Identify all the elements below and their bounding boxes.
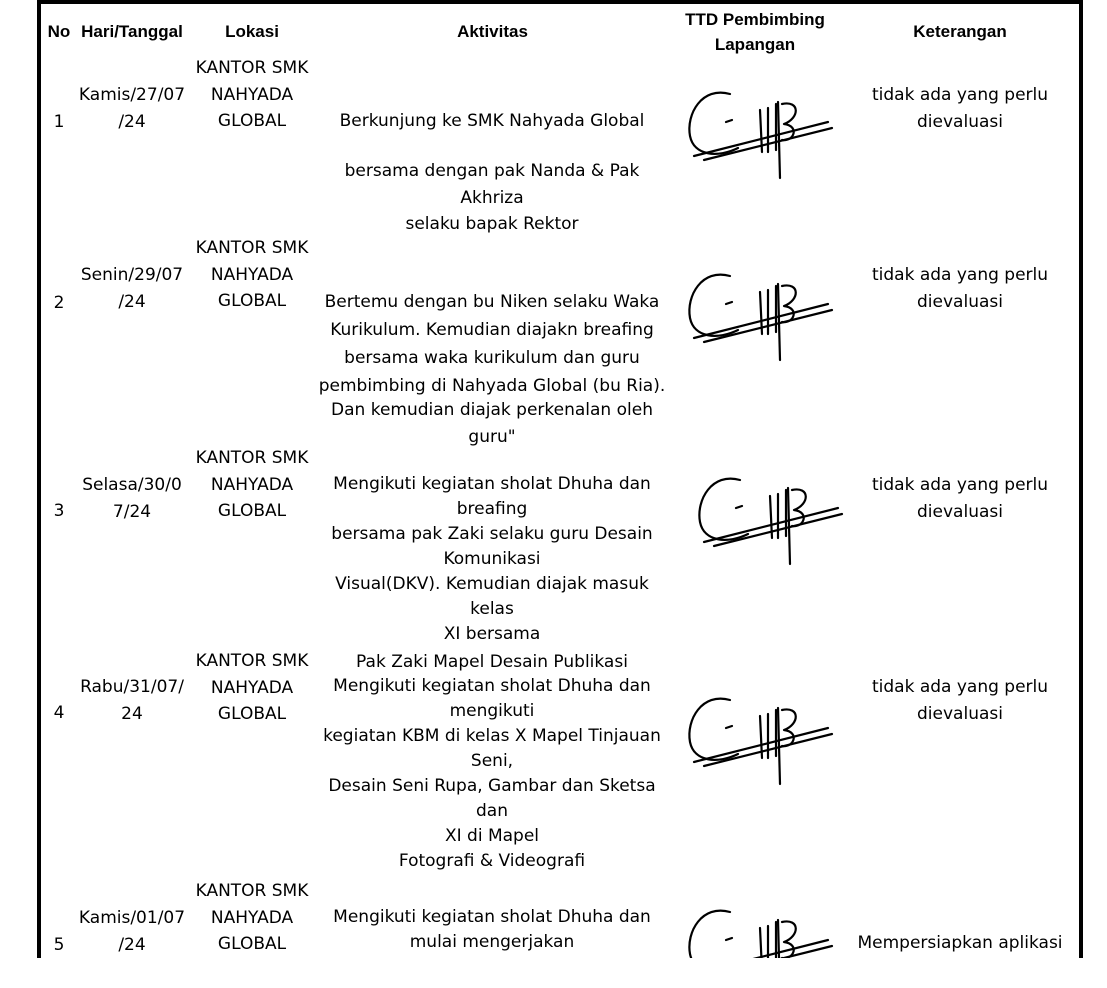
table-border-top — [37, 0, 1083, 4]
row-3-aktivitas-line-4: Komunikasi — [443, 549, 541, 569]
row-1-lokasi-line-3: GLOBAL — [217, 111, 287, 131]
row-3-hari-line-1: Selasa/30/0 — [82, 475, 182, 495]
row-2-hari-line-2: /24 — [118, 291, 146, 312]
row-3-aktivitas-line-6: XI bersama — [443, 624, 541, 644]
header-aktivitas: Aktivitas — [457, 22, 528, 41]
row-3-aktivitas-line-7: Pak Zaki Mapel Desain Publikasi — [356, 652, 628, 672]
row-4-aktivitas-line-4: Seni, — [470, 751, 514, 771]
row-5-aktivitas-line-1: Mengikuti kegiatan sholat Dhuha dan — [333, 907, 651, 927]
row-3-hari-tanggal — [74, 472, 190, 525]
row-5-signature — [682, 892, 842, 958]
row-1-hari-line-2: /24 — [118, 111, 146, 132]
row-4-keterangan-line-1: tidak ada yang perlu — [871, 677, 1049, 697]
row-2-hari-line-1: Senin/29/07 — [80, 265, 184, 285]
row-4-aktivitas-line-7: Fotografi & Videografi — [398, 851, 586, 871]
header-keterangan: Keterangan — [913, 22, 1007, 41]
row-2-keterangan-line-2: dievaluasi — [917, 291, 1003, 312]
row-4-aktivitas-line-3: kegiatan KBM di kelas X Mapel Tinjauan — [323, 726, 661, 746]
row-2-keterangan — [845, 262, 1075, 315]
row-2-lokasi-line-1: KANTOR SMK — [195, 238, 309, 258]
row-4-aktivitas-line-5: Desain Seni Rupa, Gambar dan Sketsa dan — [328, 776, 656, 821]
header-ttd-line-2: Lapangan — [714, 35, 796, 54]
row-3-aktivitas-line-2: breafing — [456, 499, 528, 519]
row-4-lokasi-line-1: KANTOR SMK — [195, 651, 309, 671]
row-2-aktivitas-line-3: bersama waka kurikulum dan guru — [344, 348, 640, 368]
row-4-lokasi — [190, 648, 314, 728]
row-4-hari-tanggal — [74, 674, 190, 727]
header-ttd-line-1: TTD Pembimbing — [685, 10, 825, 29]
row-3-aktivitas-line-1: Mengikuti kegiatan sholat Dhuha dan — [333, 474, 651, 494]
row-5-aktivitas-line-2: mulai mengerjakan — [409, 932, 575, 952]
row-2-aktivitas-line-5: Dan kemudian diajak perkenalan oleh — [331, 400, 653, 420]
row-3-aktivitas — [312, 472, 672, 675]
row-4-aktivitas-line-1: Mengikuti kegiatan sholat Dhuha dan — [333, 676, 651, 696]
row-2-keterangan-line-1: tidak ada yang perlu — [871, 265, 1049, 285]
row-1-aktivitas-line-1: Berkunjung ke SMK Nahyada Global — [339, 111, 645, 131]
row-1-lokasi-line-1: KANTOR SMK — [195, 58, 309, 78]
row-4-aktivitas-line-6: XI di Mapel — [444, 826, 540, 846]
row-1-hari-line-1: Kamis/27/07 — [78, 85, 186, 105]
row-3-no: 3 — [53, 501, 65, 521]
row-5-lokasi — [190, 878, 314, 958]
row-5-aktivitas — [312, 905, 672, 955]
row-5-lokasi-line-3: GLOBAL — [217, 934, 287, 954]
header-lokasi: Lokasi — [225, 22, 279, 41]
row-3-lokasi-line-3: GLOBAL — [217, 501, 287, 521]
row-3-aktivitas-line-3: bersama pak Zaki selaku guru Desain — [331, 524, 653, 544]
row-2-lokasi — [190, 235, 314, 315]
row-2-aktivitas — [312, 288, 672, 400]
row-1-aktivitas-line-3: selaku bapak Rektor — [405, 214, 579, 234]
row-4-keterangan — [845, 674, 1075, 727]
row-4-no: 4 — [53, 703, 65, 723]
row-1-lokasi — [190, 55, 314, 135]
row-1-signature — [682, 74, 842, 184]
row-1-keterangan-line-1: tidak ada yang perlu — [871, 85, 1049, 105]
row-2-aktivitas-line-2: Kurikulum. Kemudian diajakn breafing — [330, 320, 654, 340]
row-2-lokasi-line-3: GLOBAL — [217, 291, 287, 311]
header-hari-tanggal: Hari/Tanggal — [81, 22, 183, 41]
row-2-lokasi-line-2: NAHYADA — [210, 264, 294, 285]
row-3-hari-line-2: 7/24 — [112, 501, 152, 522]
row-3-keterangan — [845, 472, 1075, 525]
row-1-keterangan — [845, 82, 1075, 135]
header-ttd-pembimbing — [675, 7, 835, 57]
row-2-signature — [682, 256, 842, 366]
row-2-hari-tanggal — [74, 262, 190, 315]
row-1-keterangan-line-2: dievaluasi — [917, 111, 1003, 132]
row-3-keterangan-line-2: dievaluasi — [917, 501, 1003, 522]
row-5-lokasi-line-1: KANTOR SMK — [195, 881, 309, 901]
row-3-lokasi-line-2: NAHYADA — [210, 474, 294, 495]
row-4-aktivitas — [312, 674, 672, 874]
row-4-hari-line-1: Rabu/31/07/ — [80, 677, 184, 697]
row-5-keterangan: Mempersiapkan aplikasi — [857, 933, 1063, 953]
row-2-aktivitas-line-6: guru" — [468, 426, 516, 447]
row-5-hari-line-2: /24 — [118, 934, 146, 955]
row-1-hari-tanggal — [74, 82, 190, 135]
row-2-aktivitas-rest — [312, 397, 672, 450]
table-border-right — [1079, 0, 1083, 958]
row-1-aktivitas-line-2: bersama dengan pak Nanda & Pak Akhriza — [344, 161, 640, 208]
row-1-no: 1 — [53, 112, 65, 132]
row-2-aktivitas-line-1: Bertemu dengan bu Niken selaku Waka — [324, 292, 660, 312]
row-5-no: 5 — [53, 935, 65, 955]
row-5-hari-tanggal — [74, 905, 190, 958]
row-5-lokasi-line-2: NAHYADA — [210, 907, 294, 928]
header-no: No — [47, 22, 71, 41]
row-3-lokasi — [190, 445, 314, 525]
row-1-aktivitas-rest — [312, 158, 672, 238]
row-3-aktivitas-line-5: Visual(DKV). Kemudian diajak masuk kelas — [335, 574, 649, 619]
row-4-hari-line-2: 24 — [121, 703, 143, 724]
row-4-keterangan-line-2: dievaluasi — [917, 703, 1003, 724]
row-3-keterangan-line-1: tidak ada yang perlu — [871, 475, 1049, 495]
row-4-signature — [682, 680, 842, 790]
row-4-lokasi-line-2: NAHYADA — [210, 677, 294, 698]
row-3-lokasi-line-1: KANTOR SMK — [195, 448, 309, 468]
row-2-no: 2 — [53, 293, 65, 313]
row-1-lokasi-line-2: NAHYADA — [210, 84, 294, 105]
row-5-hari-line-1: Kamis/01/07 — [78, 908, 186, 928]
row-2-aktivitas-line-4: pembimbing di Nahyada Global (bu Ria). — [318, 376, 666, 396]
row-3-signature — [692, 460, 852, 570]
row-4-lokasi-line-3: GLOBAL — [217, 704, 287, 724]
table-border-left — [37, 0, 41, 958]
row-4-aktivitas-line-2: mengikuti — [449, 701, 535, 721]
